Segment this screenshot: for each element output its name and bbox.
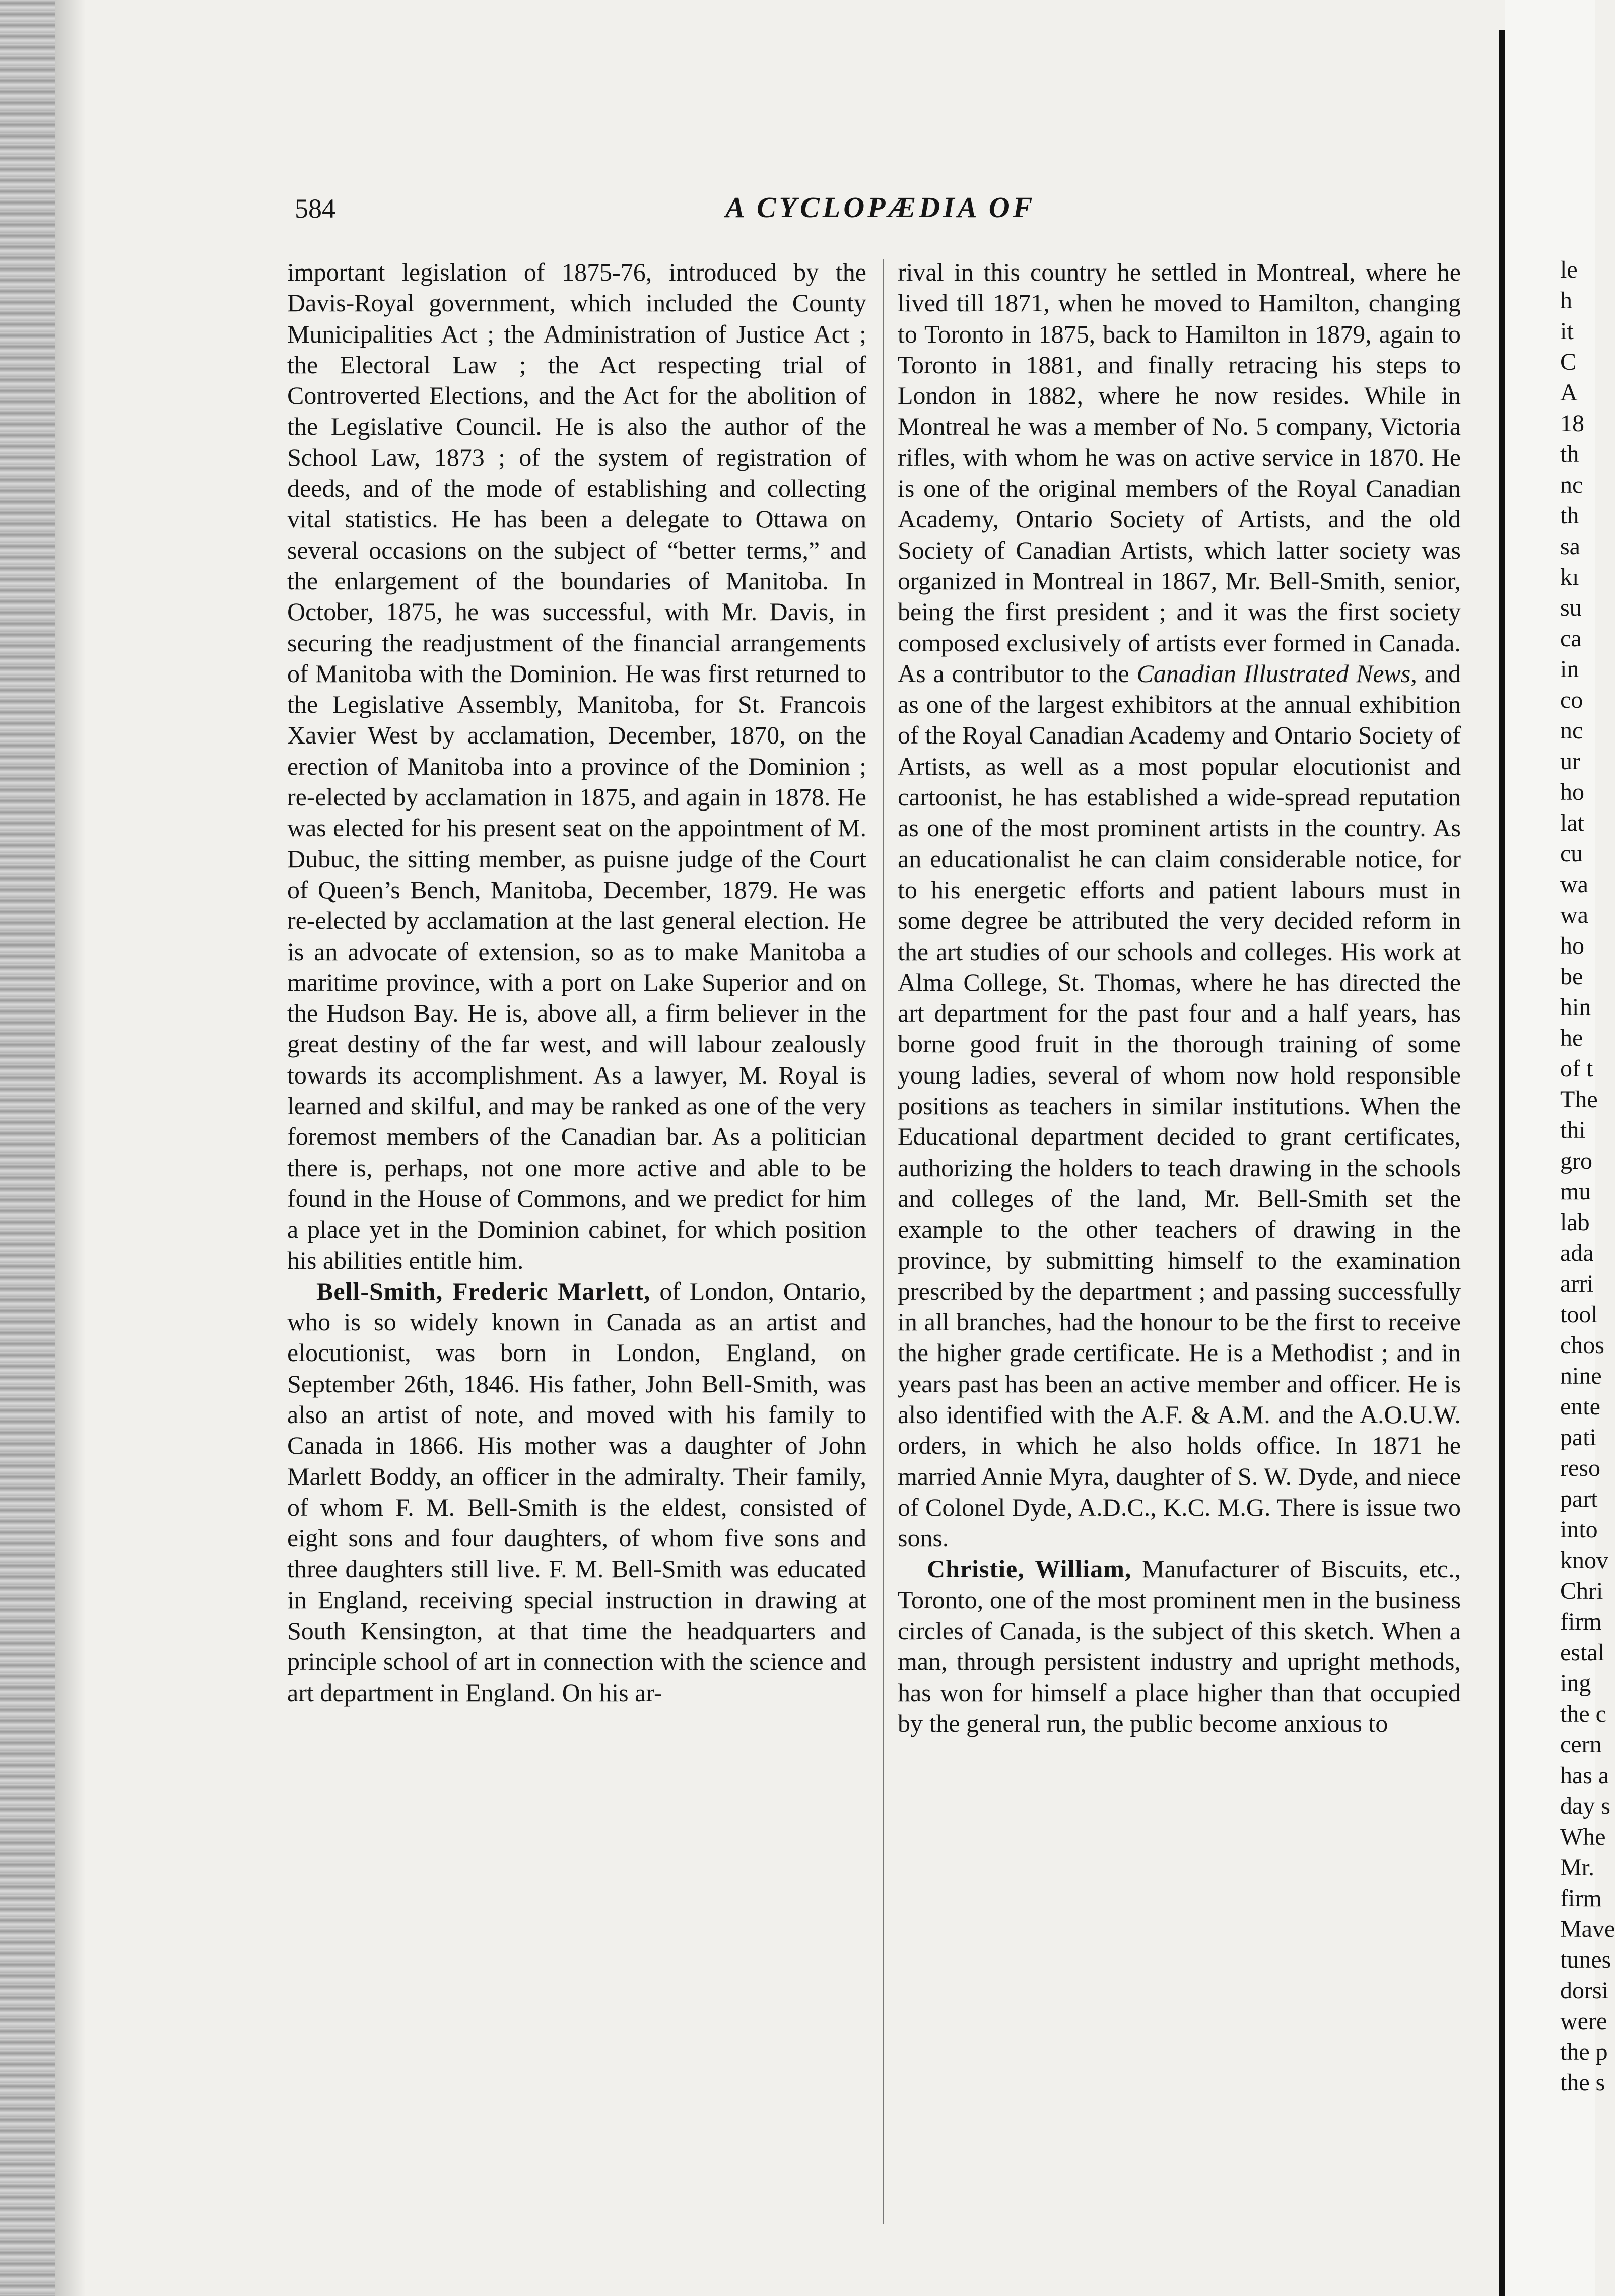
entry-heading-bell-smith: Bell-Smith, Frederic Marlett, [316,1276,651,1305]
page-number: 584 [295,193,335,224]
paragraph-royal-continued: important legislation of 1875-76, introduced by the Davis-Royal government, which included the County Municipalities Act ; the Administration of Justice Act ; the Electoral Law ; the Act respecting trial of Controverted Elections, and the Act for the abolition of the Legislative Council. He is also the author of the School Law, 1873 ; of the system of registration of deeds, and of the mode of establishing and collecting vital statistics. He has been a delegate to Ottawa on several occasions on the subject of “better terms,” and the enlargement of the boundaries of Manitoba. In October, 1875, he was successful, with Mr. Davis, in securing the readjustment of the financial arrangements of Manitoba with the Dominion. He was first returned to the Legislative Assembly, Manitoba, for St. Francois Xavier West by acclamation, December, 1870, on the erection of Manitoba into a province of the Dominion ; re-elected by acclamation in 1875, and again in 1878. He was elected for his present seat on the appointment of M. Dubuc, the sitting member, as puisne judge of the Court of Queen’s Bench, Manitoba, December, 1879. He was re-elected by acclamation at the last general election. He is an advocate of extension, so as to make Manitoba a maritime province, with a port on Lake Superior and on the Hudson Bay. He is, above all, a firm believer in the great destiny of the far west, and will labour zealously towards its accomplishment. As a lawyer, M. Royal is learned and skilful, and may be ranked as one of the very foremost members of the Canadian bar. As a politician there is, perhaps, not one more active and able to be found in the House of Commons, and we predict for him a place yet in the Dominion cabinet, for which position his abilities entitle him. [287,258,866,1274]
right-column [898,257,1461,1739]
facing-page-text: le h it C A 18 th nc th sa kı su ca in co nc ur ho lat cu wa wa ho be hin he of t The thi gro mu lab ada arri tool chos nine ente pati reso part into knov Chri firm estal ing the c cern has a day s Whe Mr. firm Mave tunes dorsi were the p the s [1560,256,1615,2096]
entry-text-christie: Manufacturer of Biscuits, etc., Toronto, one of the most prominent men in the business circles of Canada, is the subject of this sketch. When a man, through persistent industry and upright methods, has won for himself a place higher than that occupied by the general run, the public become anxious to [898,1555,1461,1737]
text-segment: and as one of the largest exhibitors at the annual exhibition of the Royal Canadian Academy and Ontario Society of Artists, as well as a most popular elocutionist and cartoonist, he has established a wide-spread reputation as one of the most prominent artists in the country. As an educationalist he can claim considerable notice, for to his energetic efforts and patient labours must in some degree be attributed the very decided reform in the art studies of our schools and colleges. His work at Alma College, St. Thomas, where he has directed the art department for the past four and a half years, has borne good fruit in the thorough training of some young ladies, several of whom now hold responsible positions as teachers in similar institutions. When the Educational department decided to grant certificates, authorizing the holders to teach drawing in the schools and colleges of the land, Mr. Bell-Smith set the example to the other teachers of drawing in the province, by submitting himself to the examination prescribed by the department ; and passing successfully in all branches, had the honour to be the first to receive the higher grade certificate. He is a Methodist ; and in years past has been an active member and officer. He is also identified with the A.F. & A.M. and the A.O.U.W. orders, in which he also holds office. In 1871 he married Annie Myra, daughter of S. W. Dyde, and niece of Colonel Dyde, A.D.C., K.C. M.G. There is issue two sons. [898,659,1461,1552]
left-column [287,257,866,1708]
binding-shadow [55,0,86,2296]
running-title: A CYCLOPÆDIA OF [725,191,1036,224]
facing-page [1505,0,1615,2296]
entry-christie [898,1554,1461,1739]
page-edge [1499,30,1505,2296]
entry-bell-smith [287,1276,866,1708]
entry-text-bell-smith: of London, Ontario, who is so widely known in Canada as an artist and elocutionist, was born in London, England, on September 26th, 1846. His father, John Bell-Smith, was also an artist of note, and moved with his family to Canada in 1866. His mother was a daughter of John Marlett Boddy, an officer in the admiralty. Their family, of whom F. M. Bell-Smith is the eldest, consisted of eight sons and four daughters, of whom five sons and three daughters still live. F. M. Bell-Smith was educated in England, receiving special instruction in drawing at South Kensington, at that time the headquarters and principle school of art in connection with the science and art department in England. On his ar- [287,1276,866,1707]
text-segment: rival in this country he settled in Montreal, where he lived till 1871, when he moved to Hamilton, changing to Toronto in 1875, back to Hamilton in 1879, again to Toronto in 1881, and finally retracing his steps to London in 1882, where he now resides. While in Montreal he was a member of No. 5 company, Victoria rifles, with whom he was on active service in 1870. He is one of the original members of the Royal Canadian Academy, Ontario Society of Artists, and the old Society of Canadian Artists, which latter society was organized in Montreal in 1867, Mr. Bell-Smith, senior, being the first president ; and it was the first society composed exclusively of artists ever formed in Canada. As a contributor to the [898,258,1461,688]
paragraph-bell-smith-continued [898,257,1461,1554]
binding-gutter [0,0,55,2296]
column-divider [883,259,884,2224]
entry-heading-christie: Christie, William, [927,1555,1132,1583]
italic-publication-title: Canadian Illustrated News, [1136,659,1417,688]
